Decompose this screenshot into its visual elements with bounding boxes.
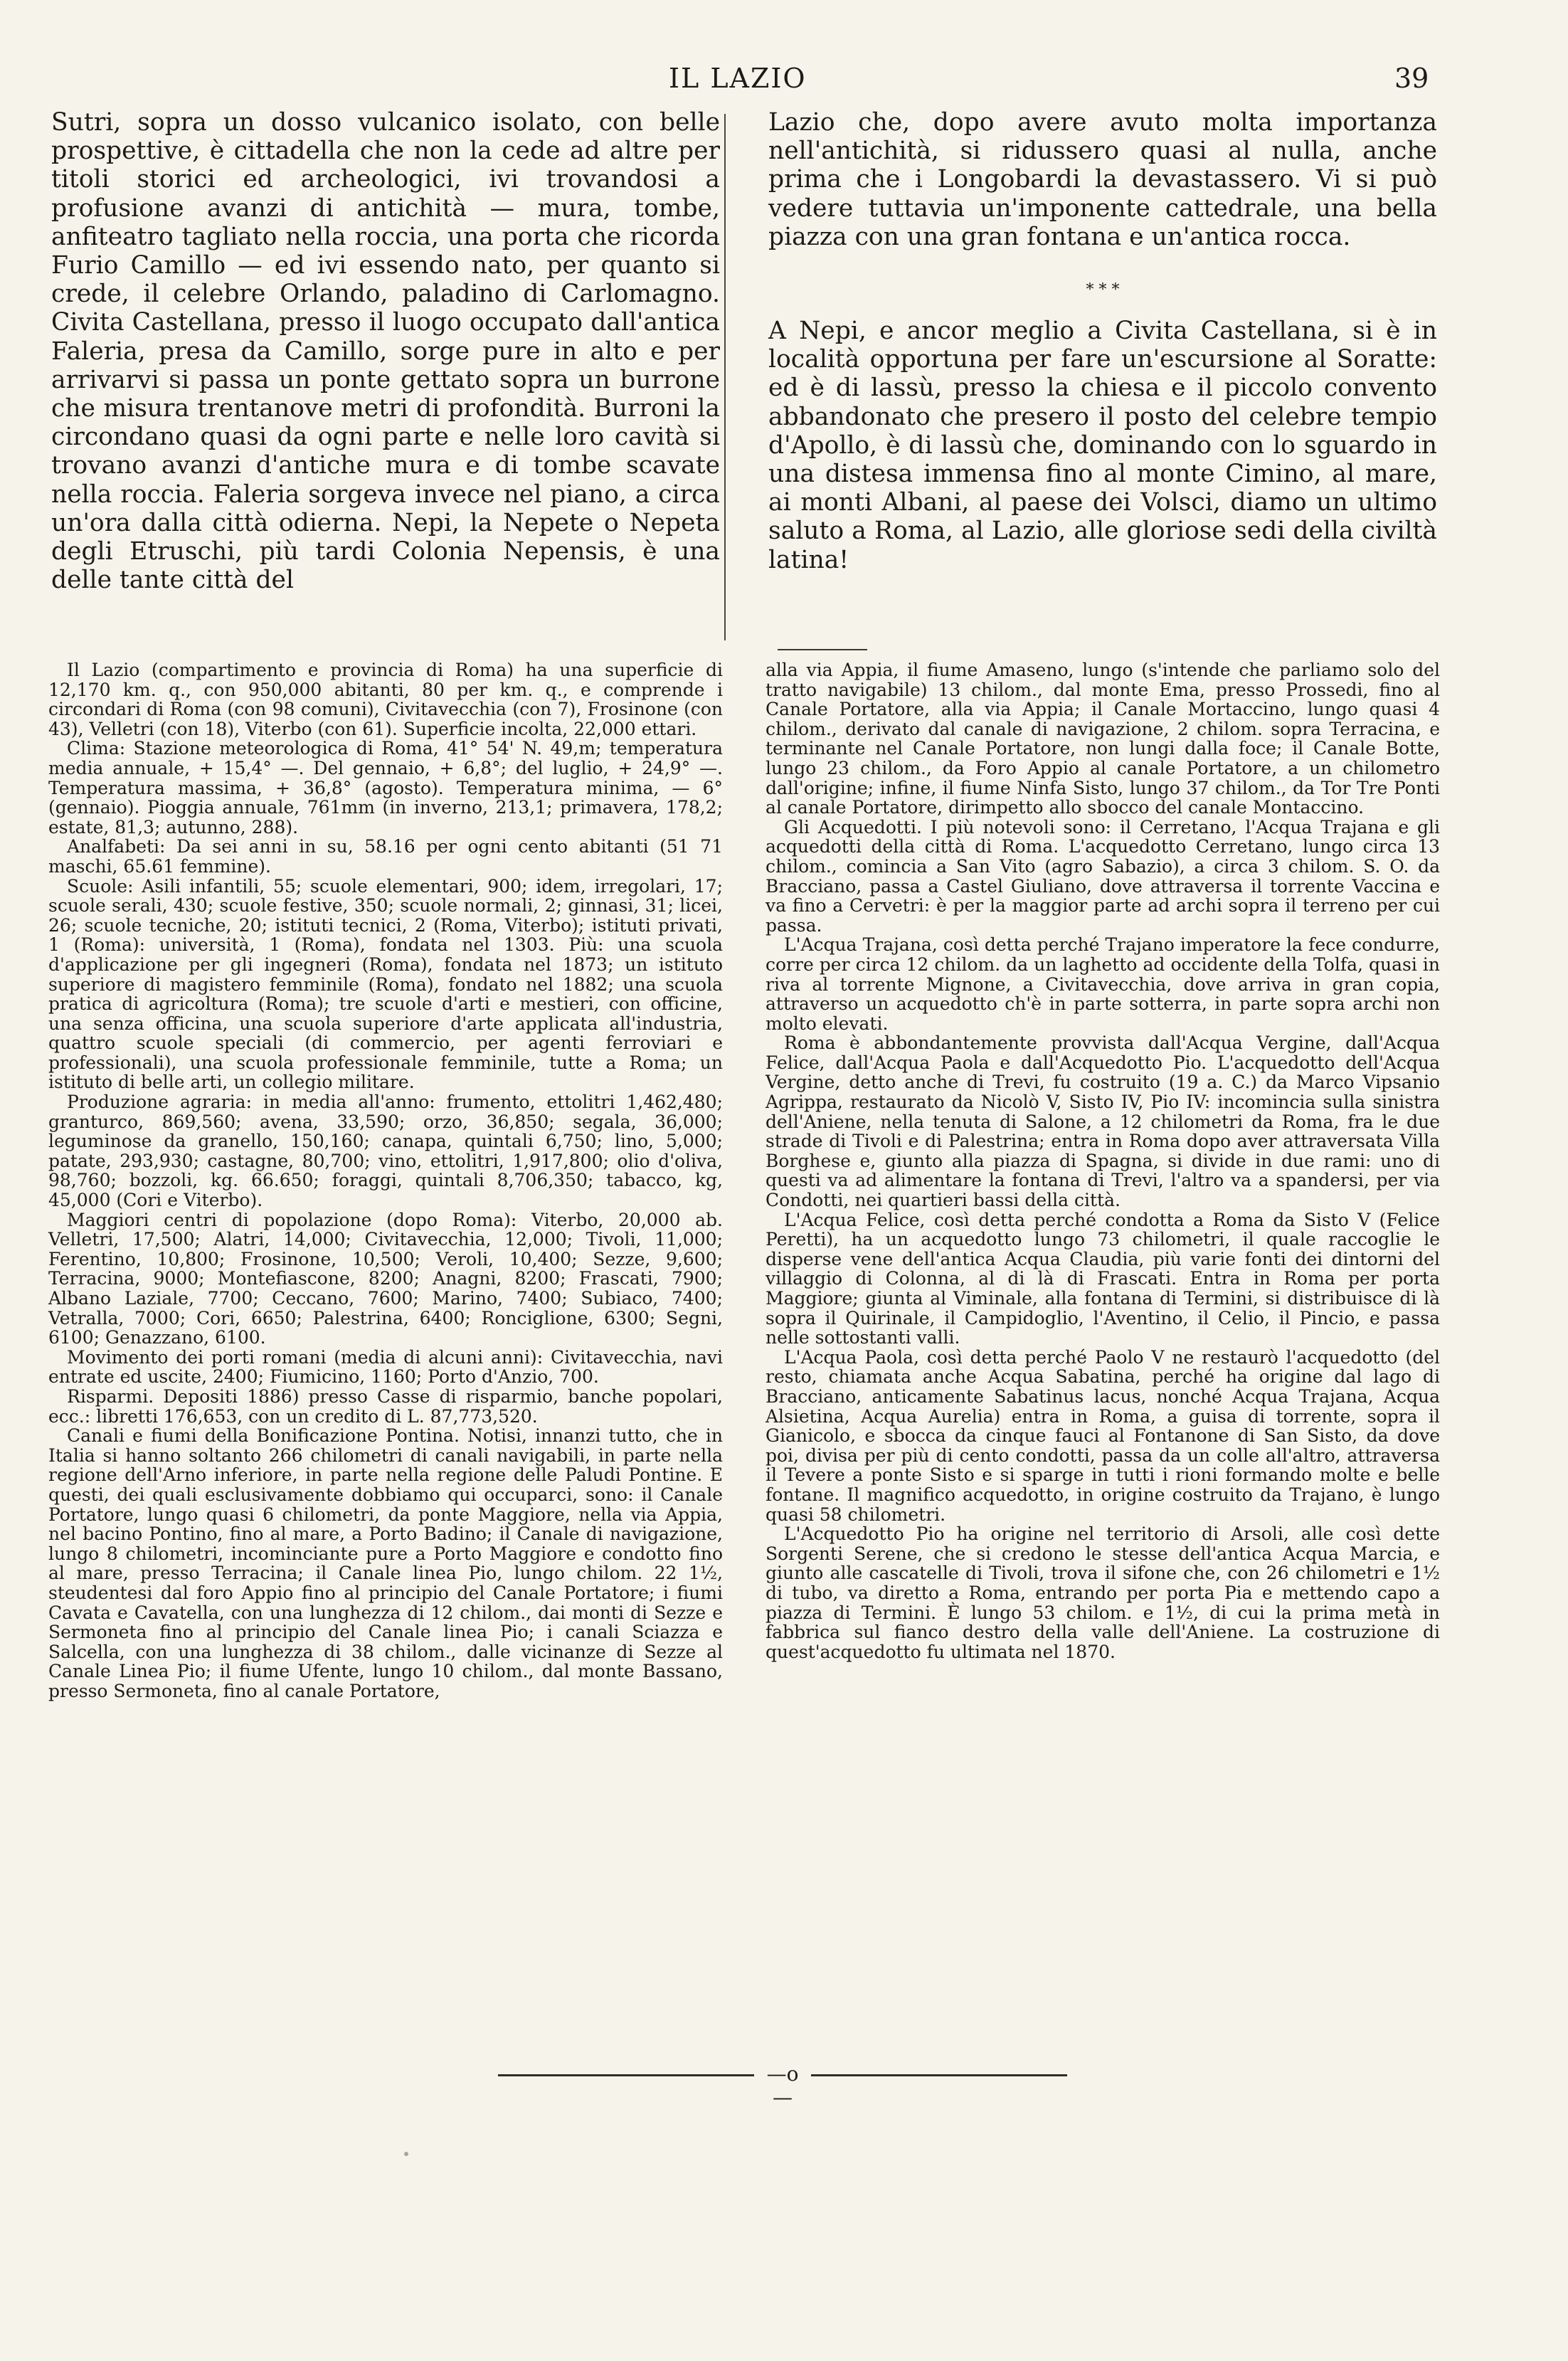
running-title: IL LAZIO [669,63,807,94]
note-paragraph: Risparmi. Depositi 1886) presso Casse di risparmio, banche popolari, ecc.: libretti 176,653, con un credito di L. 87,773,520. [48,1385,723,1427]
note-paragraph: Gli Acquedotti. I più notevoli sono: il Cerretano, l'Acqua Trajana e gli acquedotti della città di Roma. L'acquedotto Cerretano, lungo circa 13 chilom., comincia a San Vito (agro Sabazio), a circa 3 chilom. S. O. da Bracciano, passa a Castel Giuliano, dove attraversa il torrente Vaccina e va fino a Cervetri: è per la maggior parte ad archi sopra il terreno per cui passa. [766,816,1440,936]
note-paragraph: Canali e fiumi della Bonificazione Pontina. Notisi, innanzi tutto, che in Italia si hanno soltanto 266 chilometri di canali navigabili, in parte nella regione dell'Arno inferiore, in parte nella regione delle Paludi Pontine. E questi, dei quali esclusivamente dobbiamo qui occuparci, sono: il Canale Portatore, lungo quasi 6 chilometri, da ponte Maggiore, nella via Appia, nel bacino Pontino, fino al mare, a Porto Badino; il Canale di navigazione, lungo 8 chilometri, incominciante pure a Porto Maggiore e condotto fino al mare, presso Terracina; il Canale linea Pio, lungo chilom. 22 1½, steudentesi dal foro Appio fino al principio del Canale Portatore; i fiumi Cavata e Cavatella, con una lunghezza di 12 chilom., dai monti di Sezze e Sermoneta fino al principio del Canale linea Pio; i canali Sciazza e Salcella, con una lunghezza di 38 chilom., dalle vicinanze di Sezze al Canale Linea Pio; il fiume Ufente, lungo 10 chilom., dal monte Bassano, presso Sermoneta, fino al canale Portatore, [48,1425,723,1701]
note-paragraph: Produzione agraria: in media all'anno: frumento, ettolitri 1,462,480; granturco, 869,560; avena, 33,590; orzo, 36,850; segala, 36,000; leguminose da granello, 150,160; canapa, quintali 6,750; lino, 5,000; patate, 293,930; castagne, 80,700; vino, ettolitri, 1,917,800; olio d'oliva, 98,760; bozzoli, kg. 66.650; foraggi, quintali 8,706,350; tabacco, kg, 45,000 (Cori e Viterbo). [48,1092,723,1211]
notes-left-column [48,660,723,1701]
note-paragraph: Scuole: Asili infantili, 55; scuole elementari, 900; idem, irregolari, 17; scuole serali, 430; scuole festive, 350; scuole normali, 2; ginnasi, 31; licei, 26; scuole tecniche, 20; istituti tecnici, 2 (Roma, Viterbo); istituti privati, 1 (Roma): università, 1 (Roma), fondata nel 1303. Più: una scuola d'applicazione per gli ingegneri (Roma), fondata nel 1873; un istituto superiore di magistero femminile (Roma), fondato nel 1882; una scuola pratica di agricoltura (Roma); tre scuole d'arti e mestieri, con officine, una senza officina, una scuola superiore d'arte applicata all'industria, quattro scuole speciali (di commercio, per agenti ferroviari e professionali), una scuola professionale femminile, tutte a Roma; un istituto di belle arti, un collegio militare. [48,875,723,1093]
paragraph: Sutri, sopra un dosso vulcanico isolato, con belle prospettive, è cittadella che non la cede ad altre per titoli storici ed archeologici, ivi trovandosi a profusione avanzi di antichità — mura, tombe, anfiteatro tagliato nella roccia, una porta che ricorda Furio Camillo — ed ivi essendo nato, per quanto si crede, il celebre Orlando, paladino di Carlomagno. Civita Castellana, presso il luogo occupato dall'antica Faleria, presa da Camillo, sorge pure in alto e per arrivarvi si passa un ponte gettato sopra un burrone che misura trentanove metri di profondità. Burroni la circondano quasi da ogni parte e nelle loro cavità si trovano avanzi d'antiche mura e di tombe scavate nella roccia. Faleria sorgeva invece nel piano, a circa un'ora dalla città odierna. Nepi, la Nepete o Nepeta degli Etruschi, più tardi Colonia Nepensis, è una delle tante città del [51,108,720,595]
print-speck [404,2152,408,2156]
rule-left [498,2074,754,2076]
page-number: 39 [1394,63,1429,94]
note-paragraph: alla via Appia, il fiume Amaseno, lungo (s'intende che parliamo solo del tratto navigabile) 13 chilom., dal monte Ema, presso Prossedi, fino al Canale Portatore, alla via Appia; il Canale Mortaccino, lungo quasi 4 chilom., derivato dal canale di navigazione, 2 chilom. sopra Terracina, e terminante nel Canale Portatore, non lungi dalla foce; il Canale Botte, lungo 23 chilom., da Foro Appio al canale Portatore, a un chilometro dall'origine; infine, il fiume Ninfa Sisto, lungo 37 chilom., da Tor Tre Ponti al canale Portatore, dirimpetto allo sbocco del canale Montaccino. [766,660,1440,818]
paragraph: Lazio che, dopo avere avuto molta importanza nell'antichità, si ridussero quasi al nulla, anche prima che i Longobardi la devastassero. Vi si può vedere tuttavia un'imponente cattedrale, una bella piazza con una gran fontana e un'antica rocca. [768,108,1437,251]
column-divider [724,114,726,640]
rule-right [811,2074,1067,2076]
asterism-divider: * * * [1086,281,1120,300]
note-paragraph: L'Acqua Felice, così detta perché condotta a Roma da Sisto V (Felice Peretti), ha un acquedotto lungo 73 chilometri, il quale raccoglie le disperse vene dell'antica Acqua Claudia, più varie fonti dei dintorni del villaggio di Colonna, al di là di Frascati. Entra in Roma per porta Maggiore; giunta al Viminale, alla fontana di Termini, si distribuisce di là sopra il Quirinale, il Campidoglio, l'Aventino, il Celio, il Pincio, e passa nelle sottostanti valli. [766,1209,1440,1348]
note-paragraph: Maggiori centri di popolazione (dopo Roma): Viterbo, 20,000 ab. Velletri, 17,500; Alatri, 14,000; Civitavecchia, 12,000; Tivoli, 11,000; Ferentino, 10,800; Frosinone, 10,500; Veroli, 10,400; Sezze, 9,600; Terracina, 9000; Montefiascone, 8200; Anagni, 8200; Frascati, 7900; Albano Laziale, 7700; Ceccano, 7600; Marino, 7400; Subiaco, 7400; Vetralla, 7000; Cori, 6650; Palestrina, 6400; Ronciglione, 6300; Segni, 6100; Genazzano, 6100. [48,1209,723,1348]
end-ornament-rule [498,2062,1067,2109]
running-header [0,63,1568,105]
notes-right-column [766,660,1440,1662]
note-paragraph: Movimento dei porti romani (media di alcuni anni): Civitavecchia, navi entrate ed uscite, 2400; Fiumicino, 1160; Porto d'Anzio, 700. [48,1346,723,1388]
note-paragraph: L'Acqua Paola, così detta perché Paolo V ne restaurò l'acquedotto (del resto, chiamata anche Acqua Sabatina, perché ha origine dal lago di Bracciano, anticamente Sabatinus lacus, nonché Acqua Trajana, Acqua Alsietina, Acqua Aurelia) entra in Roma, a guisa di torrente, sopra il Gianicolo, e sbocca da cinque fauci al Fontanone di San Sisto, da dove poi, divisa per più di cento condotti, passa da un colle all'altro, attraversa il Tevere a ponte Sisto e si sparge in tutti i rioni formando molte e belle fontane. Il magnifico acquedotto, in origine costruito da Trajano, è lungo quasi 58 chilometri. [766,1346,1440,1525]
paragraph: A Nepi, e ancor meglio a Civita Castellana, si è in località opportuna per fare un'escursione al Soratte: ed è di lassù, presso la chiesa e il piccolo convento abbandonato che presero il posto del celebre tempio d'Apollo, è di lassù che, dominando con lo sguardo in una distesa immensa fino al monte Cimino, al mare, ai monti Albani, al paese dei Volsci, diamo un ultimo saluto a Roma, al Lazio, alle gloriose sedi della civiltà latina! [768,317,1437,574]
section-divider [778,649,867,650]
main-text-right-column [768,108,1437,574]
note-paragraph: Il Lazio (compartimento e provincia di Roma) ha una superficie di 12,170 km. q., con 950,000 abitanti, 80 per km. q., e comprende i circondari di Roma (con 98 comuni), Civitavecchia (con 7), Frosinone (con 43), Velletri (con 18), Viterbo (con 61). Superficie incolta, 22,000 ettari. [48,660,723,739]
main-text-left-column [51,108,720,594]
note-paragraph: Analfabeti: Da sei anni in su, 58.16 per ogni cento abitanti (51 71 maschi, 65.61 femmine). [48,836,723,877]
note-paragraph: Roma è abbondantemente provvista dall'Acqua Vergine, dall'Acqua Felice, dall'Acqua Paola e dall'Acquedotto Pio. L'acquedotto dell'Acqua Vergine, detto anche di Trevi, fu costruito (19 a. C.) da Marco Vipsanio Agrippa, restaurato da Nicolò V, Sisto IV, Pio IV: incomincia sulla sinistra dell'Aniene, nella tenuta di Salone, a 12 chilometri da Roma, fra le due strade di Tivoli e di Palestrina; entra in Roma dopo aver attraversata Villa Borghese e, giunto alla piazza di Spagna, si divide in due rami: uno di questi va ad alimentare la fontana di Trevi, l'altro va a spandersi, per via Condotti, nei quartieri bassi della città. [766,1032,1440,1211]
ornament: —o— [766,2062,799,2109]
note-paragraph: L'Acqua Trajana, così detta perché Trajano imperatore la fece condurre, corre per circa 12 chilom. da un laghetto ad occidente della Tolfa, quasi in riva al torrente Mignone, a Civitavecchia, dove arriva in gran copia, attraverso un acquedotto ch'è in parte sotterra, in parte sopra archi non molto elevati. [766,934,1440,1034]
note-paragraph: Clima: Stazione meteorologica di Roma, 41° 54' N. 49,m; temperatura media annuale, + 15,4° —. Del gennaio, + 6,8°; del luglio, + 24,9° —. Temperatura massima, + 36,8° (agosto). Temperatura minima, — 6° (gennaio). Pioggia annuale, 761mm (in inverno, 213,1; primavera, 178,2; estate, 81,3; autunno, 288). [48,738,723,838]
note-paragraph: L'Acquedotto Pio ha origine nel territorio di Arsoli, alle così dette Sorgenti Serene, che si credono le stesse dell'antica Acqua Marcia, e giunto alle cascatelle di Tivoli, trova il sifone che, con 26 chilometri e 1½ di tubo, va diretto a Roma, entrando per porta Pia e mettendo capo a piazza di Termini. È lungo 53 chilom. e 1½, di cui la prima metà in fabbrica sul fianco destro della valle dell'Aniene. La costruzione di quest'acquedotto fu ultimata nel 1870. [766,1523,1440,1662]
